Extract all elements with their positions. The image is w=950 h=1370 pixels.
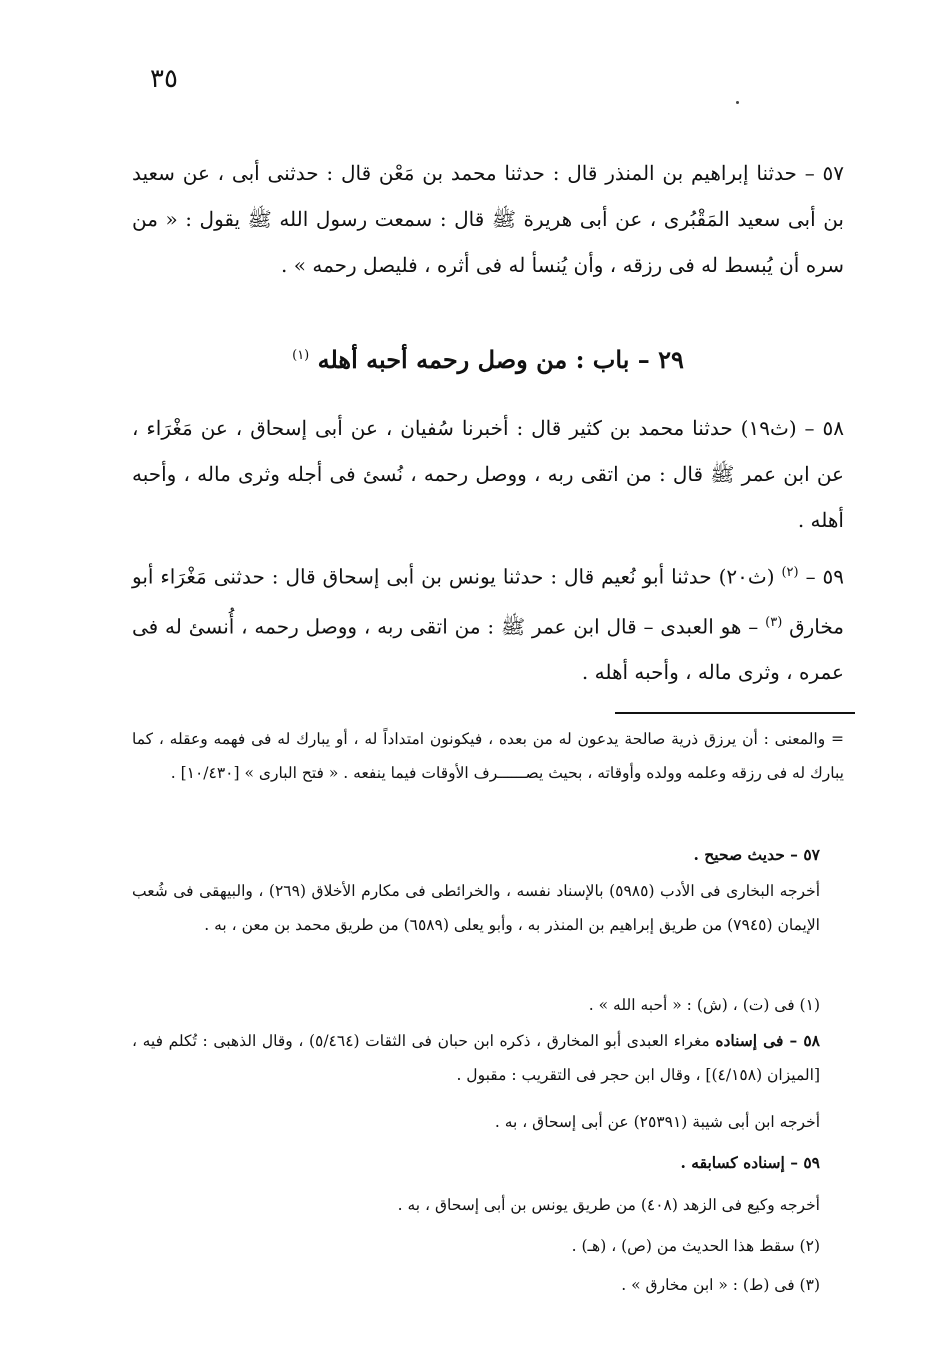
footnote-continuation: = والمعنى : أن يرزق ذرية صالحة يدعون له من بعده ، فيكونون امتداداً له ، أو يبارك له فى فهمه وعقله ، كما يبارك له فى رزقه وعلمه وولده وأوقاته ، بحيث يصــــــرف الأوقات فيما ينفعه . « فتح البارى » [١٠/٤٣٠] .	[132, 730, 844, 782]
chapter-title-text: ٢٩ – باب : من وصل رحمه أحبه أهله	[317, 345, 684, 374]
chapter-footnote-ref: (١)	[292, 348, 310, 363]
footnote-separator	[615, 712, 855, 714]
footnote-57-body: أخرجه البخارى فى الأدب (٥٩٨٥) بالإسناد نفسه ، والخرائطى فى مكارم الأخلاق (٢٦٩) ، والبيهقى فى شُعب الإيمان (٧٩٤٥) من طريق إبراهيم بن المنذر به ، وأبو يعلى (٦٥٨٩) من طريق محمد بن معن ، به .	[132, 882, 820, 934]
chapter-heading	[132, 336, 844, 380]
footnote-59-source: أخرجه وكيع فى الزهد (٤٠٨) من طريق يونس بن أبى إسحاق ، به .	[397, 1196, 820, 1214]
hadith-59-inline-footnote-ref: (٣)	[765, 614, 783, 630]
footnote-2: (٢) سقط هذا الحديث من (ص) ، (هـ) .	[571, 1237, 820, 1255]
hadith-57-paragraph: ٥٧ – حدثنا إبراهيم بن المنذر قال : حدثنا محمد بن مَعْن قال : حدثنى أبى ، عن سعيد بن أبى سعيد المَقْبُرى ، عن أبى هريرة ﷺ قال : سمعت رسول الله ﷺ يقول : « من سره أن يُبسط له فى رزقه ، وأن يُنسأ له فى أثره ، فليصل رحمه » .	[132, 161, 844, 277]
hadith-59-number: ٥٩ –	[805, 564, 844, 589]
hadith-59-part2: – هو العبدى – قال ابن عمر ﷺ : من اتقى ربه ، ووصل رحمه ، أُنسئ له فى عمره ، وثرى ماله ، وأحبه أهله .	[132, 614, 844, 685]
footnote-58-heading: ٥٨ – فى إسناده	[715, 1031, 820, 1050]
footnote-59-heading	[132, 1146, 844, 1180]
footnote-58-body	[132, 1024, 844, 1092]
hadith-59-paragraph	[132, 550, 844, 695]
hadith-59-part1: (ث٢٠) حدثنا أبو نُعيم قال : حدثنا يونس بن أبى إسحاق قال : حدثنى مَغْرَاء أبو مخارق	[132, 564, 844, 639]
footnote-59-heading-text: ٥٩ – إسناده كسابقه .	[680, 1153, 820, 1172]
footnote-57-heading-text: ٥٧ – حديث صحيح .	[693, 845, 820, 864]
footnote-58-source: أخرجه ابن أبى شيبة (٢٥٣٩١) عن أبى إسحاق ، به .	[494, 1113, 820, 1131]
page-number: ٣٥	[150, 64, 178, 94]
footnote-58-text: مغراء العبدى أبو المخارق ، ذكره ابن حبان فى الثقات (٥/٤٦٤) ، وقال الذهبى : تُكلم فيه ، [الميزان (٤/١٥٨)] ، وقال ابن حجر فى التقريب : مقبول .	[132, 1032, 820, 1084]
hadith-59-footnote-ref: (٢)	[781, 565, 799, 580]
page-speck	[736, 101, 739, 104]
footnote-3: (٣) فى (ط) : « ابن مخارق » .	[621, 1276, 820, 1294]
footnote-57-heading	[132, 838, 844, 872]
hadith-58-paragraph: ٥٨ – (ث١٩) حدثنا محمد بن كثير قال : أخبرنا سُفيان ، عن أبى إسحاق ، عن مَغْرَاء ، عن ابن عمر ﷺ قال : من اتقى ربه ، ووصل رحمه ، نُسئ فى أجله وثرى ماله ، وأحبه أهله .	[132, 416, 844, 532]
footnote-1: (١) فى (ت) ، (ش) : « أحبه الله » .	[588, 996, 820, 1014]
